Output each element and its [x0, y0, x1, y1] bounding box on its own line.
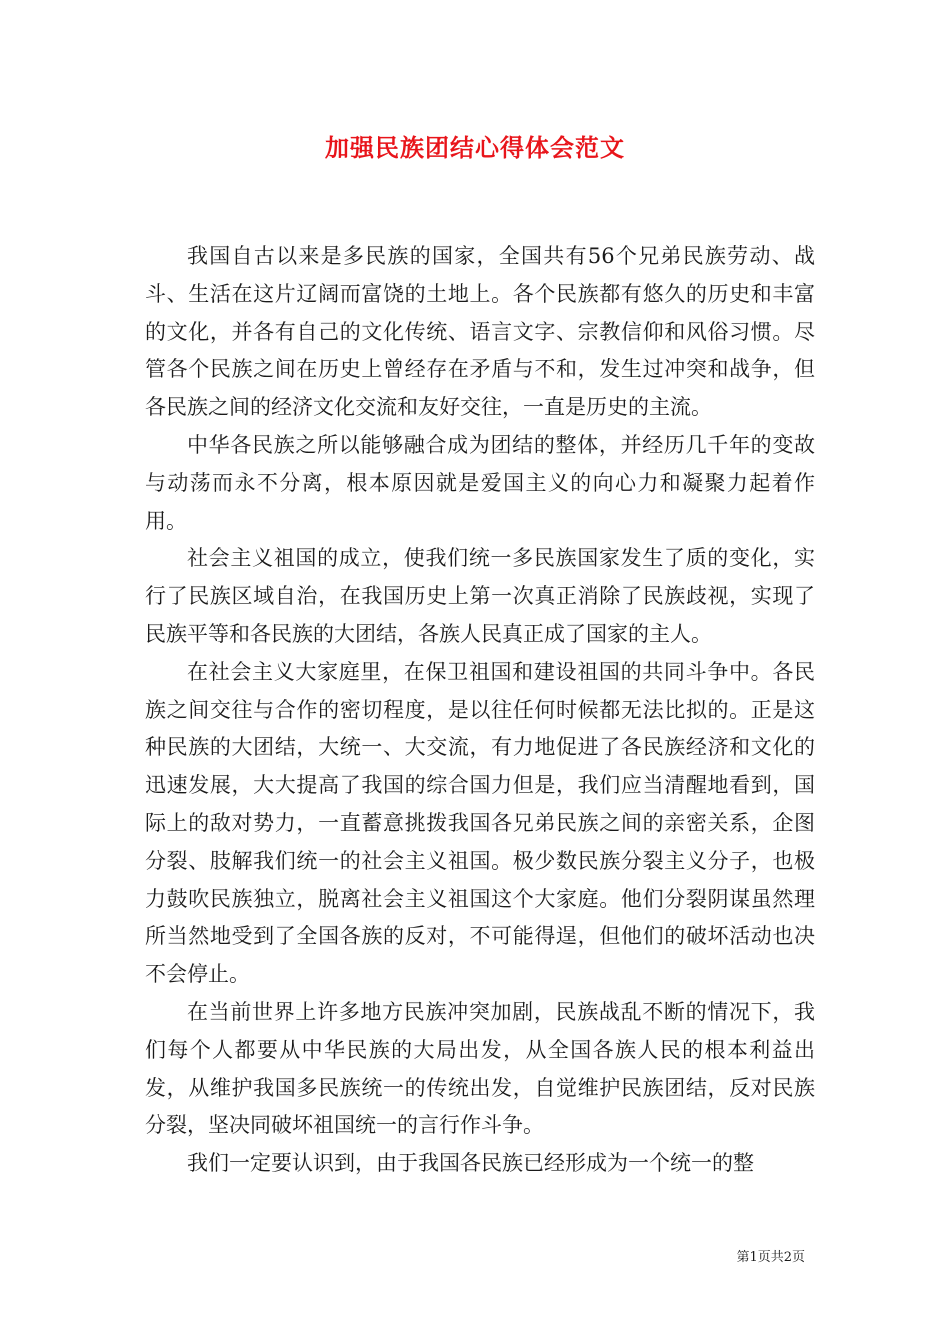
- document-body: [145, 238, 815, 1183]
- paragraph-1: 我国自古以来是多民族的国家，全国共有56个兄弟民族劳动、战斗、生活在这片辽阔而富饶的土地上。各个民族都有悠久的历史和丰富的文化，并各有自己的文化传统、语言文字、宗教信仰和风俗习惯。尽管各个民族之间在历史上曾经存在矛盾与不和，发生过冲突和战争，但各民族之间的经济文化交流和友好交往，一直是历史的主流。: [145, 244, 815, 420]
- paragraph-6: 我们一定要认识到，由于我国各民族已经形成为一个统一的整: [187, 1151, 754, 1176]
- paragraph-2: 中华各民族之所以能够融合成为团结的整体，并经历几千年的变故与动荡而永不分离，根本原因就是爱国主义的向心力和凝聚力起着作用。: [145, 432, 815, 533]
- page-number-footer: 第1页共2页: [736, 1250, 805, 1265]
- page-title: 加强民族团结心得体会范文: [325, 133, 625, 162]
- paragraph-5: 在当前世界上许多地方民族冲突加剧，民族战乱不断的情况下，我们每个人都要从中华民族的大局出发，从全国各族人民的根本利益出发，从维护我国多民族统一的传统出发，自觉维护民族团结，反对民族分裂，坚决同破坏祖国统一的言行作斗争。: [145, 999, 815, 1138]
- paragraph-4: 在社会主义大家庭里，在保卫祖国和建设祖国的共同斗争中。各民族之间交往与合作的密切程度，是以往任何时候都无法比拟的。正是这种民族的大团结，大统一、大交流，有力地促进了各民族经济和文化的迅速发展，大大提高了我国的综合国力但是，我们应当清醒地看到，国际上的敌对势力，一直蓄意挑拨我国各兄弟民族之间的亲密关系，企图分裂、肢解我们统一的社会主义祖国。极少数民族分裂主义分子，也极力鼓吹民族独立，脱离社会主义祖国这个大家庭。他们分裂阴谋虽然理所当然地受到了全国各族的反对，不可能得逞，但他们的破坏活动也决不会停止。: [145, 659, 815, 987]
- paragraph-3: 社会主义祖国的成立，使我们统一多民族国家发生了质的变化，实行了民族区域自治，在我国历史上第一次真正消除了民族歧视，实现了民族平等和各民族的大团结，各族人民真正成了国家的主人。: [145, 546, 815, 646]
